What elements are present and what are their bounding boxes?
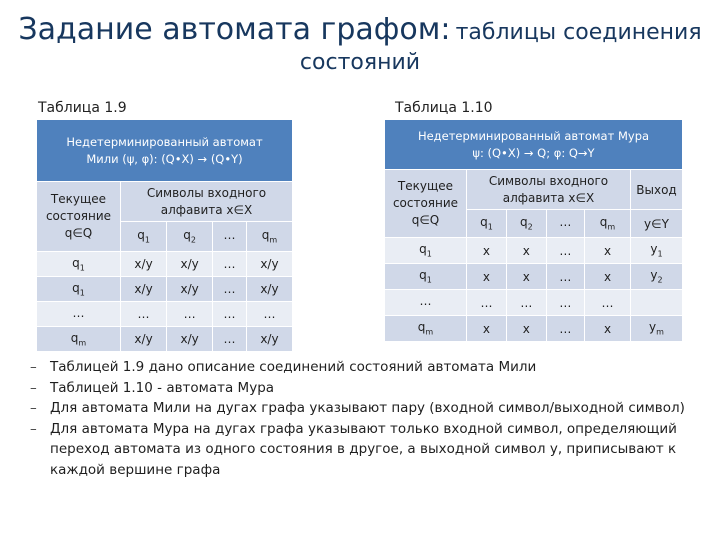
- moore-output-col: y∈Y: [631, 210, 683, 238]
- bullet-item: – Для автомата Мили на дугах графа указывают пару (входной символ/выходной символ): [30, 398, 700, 419]
- moore-table: [385, 120, 683, 342]
- row-state: $q_1$: [37, 252, 121, 277]
- moore-symbol-col: …: [547, 210, 585, 238]
- slide-title: [0, 12, 720, 76]
- row-state: $q_1$: [37, 277, 121, 302]
- row-cell: x: [585, 264, 631, 290]
- table2-caption: Таблица 1.10: [395, 100, 493, 116]
- mealy-symbol-col: $q_2$: [167, 222, 213, 252]
- row-state: $q_m$: [385, 316, 467, 342]
- row-cell: …: [167, 302, 213, 327]
- row-cell: x/y: [121, 277, 167, 302]
- row-cell: …: [507, 290, 547, 316]
- row-cell: x/y: [121, 327, 167, 352]
- moore-symbol-col: $q_m$: [585, 210, 631, 238]
- row-cell: …: [213, 302, 247, 327]
- mealy-symbols-header: Символы входного алфавита x∈X: [121, 182, 293, 222]
- row-cell: …: [585, 290, 631, 316]
- row-cell: x/y: [247, 327, 293, 352]
- table-row: [385, 316, 683, 342]
- mealy-symbol-col: $q_1$: [121, 222, 167, 252]
- row-state: $q_1$: [385, 238, 467, 264]
- bullet-item: – Таблицей 1.9 дано описание соединений состояний автомата Мили: [30, 357, 700, 378]
- mealy-header-line1: Недетерминированный автомат: [66, 134, 263, 149]
- row-cell: x/y: [167, 252, 213, 277]
- row-cell: …: [547, 290, 585, 316]
- mealy-header-line2: Мили (ψ, φ): (Q•X) → (Q•Y): [86, 151, 243, 166]
- row-output: $y_1$: [631, 238, 683, 264]
- bullet-item: – Таблицей 1.10 - автомата Мура: [30, 378, 700, 399]
- moore-state-col-header: Текущее состояние q∈Q: [385, 170, 467, 238]
- mealy-state-col-header: Текущее состояние q∈Q: [37, 182, 121, 252]
- row-cell: x: [467, 238, 507, 264]
- table-row: [37, 252, 293, 277]
- row-cell: …: [547, 264, 585, 290]
- row-cell: x: [467, 264, 507, 290]
- row-state: $q_m$: [37, 327, 121, 352]
- moore-header-line2: ψ: (Q•X) → Q; φ: Q→Y: [472, 145, 595, 160]
- bullet-list: [30, 357, 700, 480]
- table-row: [37, 277, 293, 302]
- row-cell: x/y: [167, 277, 213, 302]
- mealy-table-header: [37, 120, 293, 182]
- moore-symbol-col: $q_1$: [467, 210, 507, 238]
- row-cell: …: [213, 327, 247, 352]
- row-cell: x: [467, 316, 507, 342]
- title-part1: Задание автомата графом:: [18, 12, 451, 47]
- mealy-symbol-col: $q_m$: [247, 222, 293, 252]
- moore-symbol-col: $q_2$: [507, 210, 547, 238]
- row-cell: x: [507, 238, 547, 264]
- mealy-table: [37, 120, 293, 352]
- table-row: [385, 290, 683, 316]
- moore-output-header: Выход: [631, 170, 683, 210]
- row-cell: x/y: [167, 327, 213, 352]
- table1-caption: Таблица 1.9: [38, 100, 127, 116]
- row-cell: …: [121, 302, 167, 327]
- table-row: [37, 302, 293, 327]
- moore-table-header: [385, 120, 683, 170]
- table-row: [37, 327, 293, 352]
- row-state: $q_1$: [385, 264, 467, 290]
- row-cell: x/y: [247, 252, 293, 277]
- row-output: [631, 290, 683, 316]
- row-cell: …: [467, 290, 507, 316]
- row-output: $y_m$: [631, 316, 683, 342]
- row-cell: …: [547, 316, 585, 342]
- row-cell: x/y: [121, 252, 167, 277]
- moore-symbols-header: Символы входного алфавита x∈X: [467, 170, 631, 210]
- row-state: …: [37, 302, 121, 327]
- title-line2: состояний: [299, 50, 421, 75]
- row-cell: x: [507, 264, 547, 290]
- table-row: [385, 264, 683, 290]
- table-row: [385, 238, 683, 264]
- row-cell: …: [213, 252, 247, 277]
- row-output: $y_2$: [631, 264, 683, 290]
- title-part2: таблицы соединения: [455, 20, 702, 45]
- row-cell: …: [213, 277, 247, 302]
- bullet-item: – Для автомата Мура на дугах графа указывают только входной символ, определяющий переход автомата из одного состояния в другое, а выходной символ y, приписывают к каждой вершине графа: [30, 419, 700, 481]
- row-cell: x: [585, 238, 631, 264]
- row-cell: …: [247, 302, 293, 327]
- row-cell: x/y: [247, 277, 293, 302]
- row-cell: x: [585, 316, 631, 342]
- row-cell: x: [507, 316, 547, 342]
- row-state: …: [385, 290, 467, 316]
- mealy-symbol-col: …: [213, 222, 247, 252]
- row-cell: …: [547, 238, 585, 264]
- moore-header-line1: Недетерминированный автомат Мура: [417, 128, 650, 143]
